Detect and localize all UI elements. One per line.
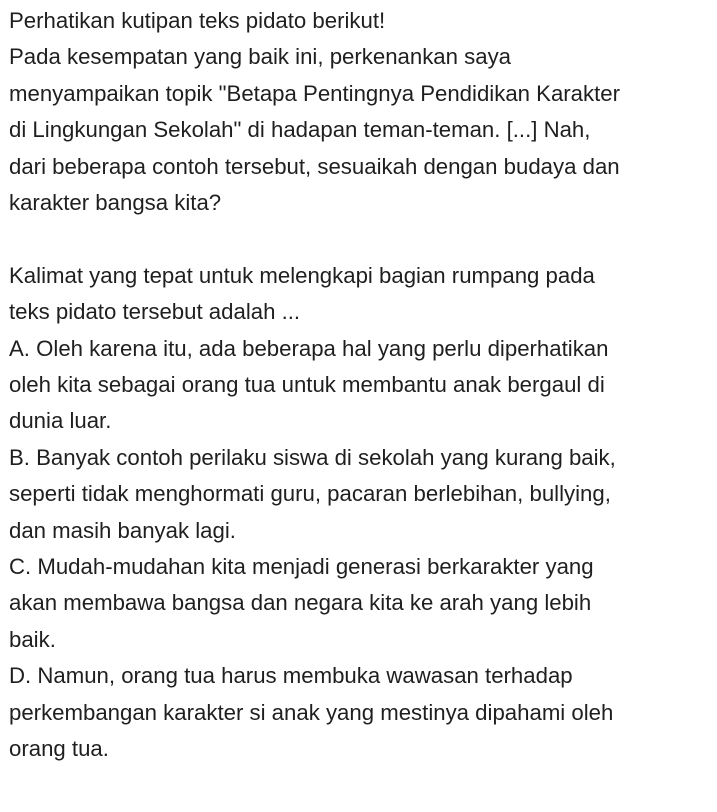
question-line: teks pidato tersebut adalah ...: [9, 299, 301, 325]
question-line: Kalimat yang tepat untuk melengkapi bagian rumpang pada: [9, 262, 595, 288]
option-line: seperti tidak menghormati guru, pacaran berlebihan, bullying,: [9, 481, 611, 507]
option-line: D. Namun, orang tua harus membuka wawasan terhadap: [9, 663, 573, 689]
option-line: akan membawa bangsa dan negara kita ke arah yang lebih: [9, 590, 592, 616]
option-line: dan masih banyak lagi.: [9, 517, 236, 543]
excerpt-line: karakter bangsa kita?: [9, 190, 222, 216]
excerpt-line: di Lingkungan Sekolah" di hadapan teman-teman. [...] Nah,: [9, 117, 591, 143]
answer-option-a: [9, 331, 709, 440]
option-line: perkembangan karakter si anak yang mestinya dipahami oleh: [9, 699, 614, 725]
speech-excerpt: [9, 39, 709, 221]
excerpt-line: dari beberapa contoh tersebut, sesuaikah dengan budaya dan: [9, 153, 620, 179]
excerpt-line: menyampaikan topik "Betapa Pentingnya Pendidikan Karakter: [9, 80, 621, 106]
option-line: oleh kita sebagai orang tua untuk membantu anak bergaul di: [9, 372, 605, 398]
option-line: baik.: [9, 626, 56, 652]
answer-option-b: [9, 440, 709, 549]
option-line: dunia luar.: [9, 408, 112, 434]
option-line: A. Oleh karena itu, ada beberapa hal yang perlu diperhatikan: [9, 335, 609, 361]
option-line: B. Banyak contoh perilaku siswa di sekolah yang kurang baik,: [9, 444, 616, 470]
instruction-text: Perhatikan kutipan teks pidato berikut!: [9, 8, 386, 33]
answer-option-c: [9, 549, 709, 658]
option-line: orang tua.: [9, 736, 109, 762]
excerpt-line: Pada kesempatan yang baik ini, perkenankan saya: [9, 44, 512, 70]
option-line: C. Mudah-mudahan kita menjadi generasi berkarakter yang: [9, 554, 594, 580]
answer-option-d: [9, 658, 709, 767]
question-text: [9, 258, 709, 331]
paragraph-spacer: [9, 221, 709, 257]
